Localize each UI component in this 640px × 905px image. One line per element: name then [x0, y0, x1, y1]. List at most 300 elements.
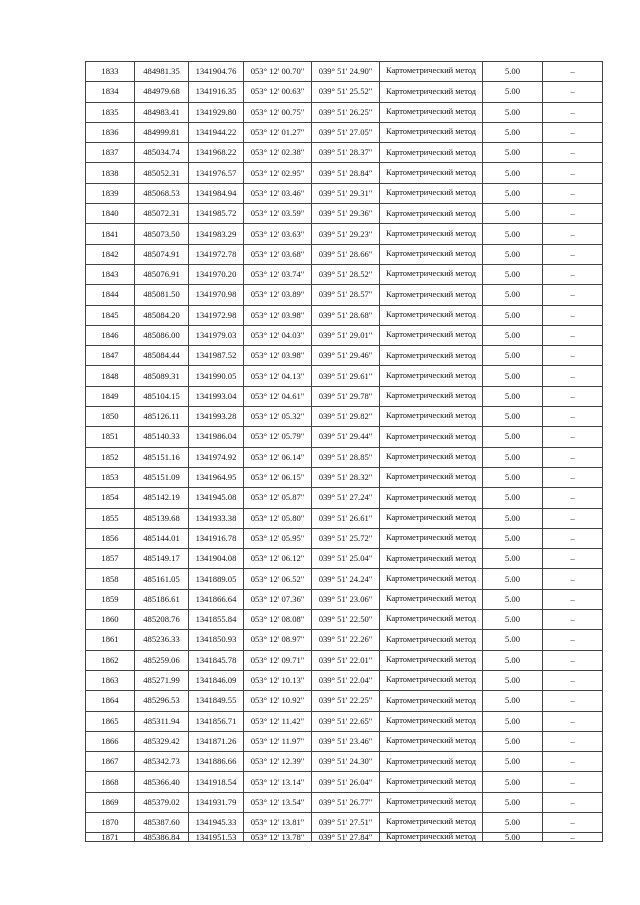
- y-coordinate-cell: 1341951.53: [189, 833, 244, 842]
- point-number-cell: 1839: [86, 183, 135, 203]
- method-cell: Картометрический метод: [380, 82, 483, 102]
- point-number-cell: 1866: [86, 731, 135, 751]
- table-row: [86, 102, 603, 122]
- method-cell: Картометрический метод: [380, 731, 483, 751]
- x-coordinate-cell: 485151.16: [135, 447, 189, 467]
- method-cell: Картометрический метод: [380, 488, 483, 508]
- table-row: [86, 62, 603, 82]
- accuracy-cell: 5.00: [483, 792, 543, 812]
- x-coordinate-cell: 485149.17: [135, 549, 189, 569]
- point-number-cell: 1844: [86, 285, 135, 305]
- x-coordinate-cell: 485089.31: [135, 366, 189, 386]
- accuracy-cell: 5.00: [483, 204, 543, 224]
- accuracy-cell: 5.00: [483, 447, 543, 467]
- method-cell: Картометрический метод: [380, 427, 483, 447]
- accuracy-cell: 5.00: [483, 102, 543, 122]
- note-cell: –: [543, 102, 603, 122]
- point-number-cell: 1862: [86, 650, 135, 670]
- longitude-cell: 039° 51' 23.46": [312, 731, 380, 751]
- longitude-cell: 039° 51' 29.78": [312, 386, 380, 406]
- table-row: [86, 264, 603, 284]
- table-row: [86, 305, 603, 325]
- point-number-cell: 1860: [86, 610, 135, 630]
- point-number-cell: 1850: [86, 407, 135, 427]
- table-row: [86, 610, 603, 630]
- latitude-cell: 053° 12' 04.03": [244, 325, 312, 345]
- accuracy-cell: 5.00: [483, 183, 543, 203]
- y-coordinate-cell: 1341871.26: [189, 731, 244, 751]
- longitude-cell: 039° 51' 22.50": [312, 610, 380, 630]
- latitude-cell: 053° 12' 03.63": [244, 224, 312, 244]
- latitude-cell: 053° 12' 11.97": [244, 731, 312, 751]
- accuracy-cell: 5.00: [483, 62, 543, 82]
- point-number-cell: 1838: [86, 163, 135, 183]
- note-cell: –: [543, 589, 603, 609]
- point-number-cell: 1864: [86, 691, 135, 711]
- table-row: [86, 508, 603, 528]
- method-cell: Картометрический метод: [380, 102, 483, 122]
- longitude-cell: 039° 51' 29.23": [312, 224, 380, 244]
- method-cell: Картометрический метод: [380, 792, 483, 812]
- point-number-cell: 1861: [86, 630, 135, 650]
- table-row: [86, 447, 603, 467]
- method-cell: Картометрический метод: [380, 833, 483, 842]
- longitude-cell: 039° 51' 23.06": [312, 589, 380, 609]
- method-cell: Картометрический метод: [380, 447, 483, 467]
- x-coordinate-cell: 485126.11: [135, 407, 189, 427]
- x-coordinate-cell: 485259.06: [135, 650, 189, 670]
- y-coordinate-cell: 1341983.29: [189, 224, 244, 244]
- latitude-cell: 053° 12' 10.92": [244, 691, 312, 711]
- accuracy-cell: 5.00: [483, 731, 543, 751]
- longitude-cell: 039° 51' 22.01": [312, 650, 380, 670]
- x-coordinate-cell: 485076.91: [135, 264, 189, 284]
- latitude-cell: 053° 12' 01.27": [244, 122, 312, 142]
- point-number-cell: 1858: [86, 569, 135, 589]
- note-cell: –: [543, 183, 603, 203]
- accuracy-cell: 5.00: [483, 264, 543, 284]
- x-coordinate-cell: 485073.50: [135, 224, 189, 244]
- latitude-cell: 053° 12' 03.68": [244, 244, 312, 264]
- y-coordinate-cell: 1341856.71: [189, 711, 244, 731]
- accuracy-cell: 5.00: [483, 224, 543, 244]
- latitude-cell: 053° 12' 04.61": [244, 386, 312, 406]
- latitude-cell: 053° 12' 08.97": [244, 630, 312, 650]
- accuracy-cell: 5.00: [483, 610, 543, 630]
- note-cell: –: [543, 650, 603, 670]
- latitude-cell: 053° 12' 05.32": [244, 407, 312, 427]
- note-cell: –: [543, 752, 603, 772]
- method-cell: Картометрический метод: [380, 143, 483, 163]
- method-cell: Картометрический метод: [380, 772, 483, 792]
- latitude-cell: 053° 12' 06.12": [244, 549, 312, 569]
- y-coordinate-cell: 1341916.35: [189, 82, 244, 102]
- note-cell: –: [543, 244, 603, 264]
- point-number-cell: 1840: [86, 204, 135, 224]
- table-row: [86, 812, 603, 832]
- x-coordinate-cell: 485072.31: [135, 204, 189, 224]
- accuracy-cell: 5.00: [483, 122, 543, 142]
- longitude-cell: 039° 51' 26.77": [312, 792, 380, 812]
- note-cell: –: [543, 711, 603, 731]
- table-row: [86, 244, 603, 264]
- latitude-cell: 053° 12' 05.79": [244, 427, 312, 447]
- method-cell: Картометрический метод: [380, 204, 483, 224]
- point-number-cell: 1835: [86, 102, 135, 122]
- x-coordinate-cell: 485296.53: [135, 691, 189, 711]
- method-cell: Картометрический метод: [380, 589, 483, 609]
- method-cell: Картометрический метод: [380, 325, 483, 345]
- x-coordinate-cell: 485140.33: [135, 427, 189, 447]
- y-coordinate-cell: 1341986.04: [189, 427, 244, 447]
- accuracy-cell: 5.00: [483, 163, 543, 183]
- method-cell: Картометрический метод: [380, 407, 483, 427]
- method-cell: Картометрический метод: [380, 122, 483, 142]
- point-number-cell: 1865: [86, 711, 135, 731]
- method-cell: Картометрический метод: [380, 244, 483, 264]
- accuracy-cell: 5.00: [483, 528, 543, 548]
- note-cell: –: [543, 772, 603, 792]
- longitude-cell: 039° 51' 27.51": [312, 812, 380, 832]
- note-cell: –: [543, 447, 603, 467]
- latitude-cell: 053° 12' 13.81": [244, 812, 312, 832]
- latitude-cell: 053° 12' 04.13": [244, 366, 312, 386]
- table-row: [86, 833, 603, 842]
- note-cell: –: [543, 285, 603, 305]
- point-number-cell: 1851: [86, 427, 135, 447]
- longitude-cell: 039° 51' 24.90": [312, 62, 380, 82]
- latitude-cell: 053° 12' 03.89": [244, 285, 312, 305]
- point-number-cell: 1863: [86, 670, 135, 690]
- point-number-cell: 1857: [86, 549, 135, 569]
- longitude-cell: 039° 51' 29.61": [312, 366, 380, 386]
- longitude-cell: 039° 51' 28.68": [312, 305, 380, 325]
- point-number-cell: 1845: [86, 305, 135, 325]
- method-cell: Картометрический метод: [380, 508, 483, 528]
- table-row: [86, 711, 603, 731]
- longitude-cell: 039° 51' 29.31": [312, 183, 380, 203]
- longitude-cell: 039° 51' 22.65": [312, 711, 380, 731]
- note-cell: –: [543, 630, 603, 650]
- table-body: [86, 62, 603, 842]
- note-cell: –: [543, 163, 603, 183]
- note-cell: –: [543, 549, 603, 569]
- table-row: [86, 183, 603, 203]
- longitude-cell: 039° 51' 28.84": [312, 163, 380, 183]
- note-cell: –: [543, 204, 603, 224]
- note-cell: –: [543, 264, 603, 284]
- accuracy-cell: 5.00: [483, 589, 543, 609]
- x-coordinate-cell: 485311.94: [135, 711, 189, 731]
- point-number-cell: 1847: [86, 346, 135, 366]
- note-cell: –: [543, 731, 603, 751]
- table-row: [86, 650, 603, 670]
- table-row: [86, 488, 603, 508]
- method-cell: Картометрический метод: [380, 305, 483, 325]
- point-number-cell: 1843: [86, 264, 135, 284]
- y-coordinate-cell: 1341866.64: [189, 589, 244, 609]
- accuracy-cell: 5.00: [483, 630, 543, 650]
- point-number-cell: 1854: [86, 488, 135, 508]
- point-number-cell: 1853: [86, 467, 135, 487]
- note-cell: –: [543, 346, 603, 366]
- x-coordinate-cell: 485151.09: [135, 467, 189, 487]
- latitude-cell: 053° 12' 07.36": [244, 589, 312, 609]
- note-cell: –: [543, 488, 603, 508]
- y-coordinate-cell: 1341968.22: [189, 143, 244, 163]
- note-cell: –: [543, 691, 603, 711]
- latitude-cell: 053° 12' 03.98": [244, 346, 312, 366]
- longitude-cell: 039° 51' 29.46": [312, 346, 380, 366]
- latitude-cell: 053° 12' 11.42": [244, 711, 312, 731]
- x-coordinate-cell: 485086.00: [135, 325, 189, 345]
- x-coordinate-cell: 485386.84: [135, 833, 189, 842]
- method-cell: Картометрический метод: [380, 224, 483, 244]
- latitude-cell: 053° 12' 13.54": [244, 792, 312, 812]
- note-cell: –: [543, 325, 603, 345]
- longitude-cell: 039° 51' 22.26": [312, 630, 380, 650]
- x-coordinate-cell: 485379.02: [135, 792, 189, 812]
- point-number-cell: 1852: [86, 447, 135, 467]
- method-cell: Картометрический метод: [380, 366, 483, 386]
- y-coordinate-cell: 1341990.05: [189, 366, 244, 386]
- accuracy-cell: 5.00: [483, 772, 543, 792]
- longitude-cell: 039° 51' 26.25": [312, 102, 380, 122]
- x-coordinate-cell: 485271.99: [135, 670, 189, 690]
- x-coordinate-cell: 485034.74: [135, 143, 189, 163]
- latitude-cell: 053° 12' 03.98": [244, 305, 312, 325]
- note-cell: –: [543, 792, 603, 812]
- method-cell: Картометрический метод: [380, 62, 483, 82]
- longitude-cell: 039° 51' 28.57": [312, 285, 380, 305]
- longitude-cell: 039° 51' 26.61": [312, 508, 380, 528]
- table-row: [86, 670, 603, 690]
- point-number-cell: 1842: [86, 244, 135, 264]
- accuracy-cell: 5.00: [483, 366, 543, 386]
- y-coordinate-cell: 1341904.08: [189, 549, 244, 569]
- x-coordinate-cell: 485329.42: [135, 731, 189, 751]
- table-row: [86, 467, 603, 487]
- x-coordinate-cell: 484983.41: [135, 102, 189, 122]
- point-number-cell: 1868: [86, 772, 135, 792]
- point-number-cell: 1849: [86, 386, 135, 406]
- table-row: [86, 325, 603, 345]
- method-cell: Картометрический метод: [380, 386, 483, 406]
- latitude-cell: 053° 12' 06.14": [244, 447, 312, 467]
- point-number-cell: 1834: [86, 82, 135, 102]
- accuracy-cell: 5.00: [483, 244, 543, 264]
- y-coordinate-cell: 1341974.92: [189, 447, 244, 467]
- note-cell: –: [543, 305, 603, 325]
- x-coordinate-cell: 485052.31: [135, 163, 189, 183]
- longitude-cell: 039° 51' 29.44": [312, 427, 380, 447]
- x-coordinate-cell: 485366.40: [135, 772, 189, 792]
- y-coordinate-cell: 1341964.95: [189, 467, 244, 487]
- y-coordinate-cell: 1341918.54: [189, 772, 244, 792]
- accuracy-cell: 5.00: [483, 833, 543, 842]
- accuracy-cell: 5.00: [483, 549, 543, 569]
- longitude-cell: 039° 51' 29.01": [312, 325, 380, 345]
- latitude-cell: 053° 12' 10.13": [244, 670, 312, 690]
- x-coordinate-cell: 485074.91: [135, 244, 189, 264]
- point-number-cell: 1836: [86, 122, 135, 142]
- note-cell: –: [543, 143, 603, 163]
- point-number-cell: 1867: [86, 752, 135, 772]
- x-coordinate-cell: 485081.50: [135, 285, 189, 305]
- accuracy-cell: 5.00: [483, 285, 543, 305]
- accuracy-cell: 5.00: [483, 508, 543, 528]
- x-coordinate-cell: 485084.20: [135, 305, 189, 325]
- table-row: [86, 82, 603, 102]
- note-cell: –: [543, 833, 603, 842]
- y-coordinate-cell: 1341889.05: [189, 569, 244, 589]
- accuracy-cell: 5.00: [483, 812, 543, 832]
- latitude-cell: 053° 12' 02.38": [244, 143, 312, 163]
- note-cell: –: [543, 122, 603, 142]
- table-row: [86, 792, 603, 812]
- table-row: [86, 427, 603, 447]
- note-cell: –: [543, 467, 603, 487]
- longitude-cell: 039° 51' 25.52": [312, 82, 380, 102]
- x-coordinate-cell: 485387.60: [135, 812, 189, 832]
- latitude-cell: 053° 12' 00.75": [244, 102, 312, 122]
- longitude-cell: 039° 51' 22.04": [312, 670, 380, 690]
- note-cell: –: [543, 407, 603, 427]
- y-coordinate-cell: 1341945.33: [189, 812, 244, 832]
- table-row: [86, 163, 603, 183]
- y-coordinate-cell: 1341970.98: [189, 285, 244, 305]
- y-coordinate-cell: 1341931.79: [189, 792, 244, 812]
- x-coordinate-cell: 485068.53: [135, 183, 189, 203]
- longitude-cell: 039° 51' 25.72": [312, 528, 380, 548]
- method-cell: Картометрический метод: [380, 812, 483, 832]
- accuracy-cell: 5.00: [483, 488, 543, 508]
- table-row: [86, 528, 603, 548]
- accuracy-cell: 5.00: [483, 467, 543, 487]
- method-cell: Картометрический метод: [380, 467, 483, 487]
- coordinates-table: [85, 61, 603, 842]
- x-coordinate-cell: 485161.05: [135, 569, 189, 589]
- point-number-cell: 1869: [86, 792, 135, 812]
- accuracy-cell: 5.00: [483, 325, 543, 345]
- point-number-cell: 1837: [86, 143, 135, 163]
- y-coordinate-cell: 1341855.84: [189, 610, 244, 630]
- point-number-cell: 1871: [86, 833, 135, 842]
- table-row: [86, 630, 603, 650]
- latitude-cell: 053° 12' 12.39": [244, 752, 312, 772]
- accuracy-cell: 5.00: [483, 346, 543, 366]
- method-cell: Картометрический метод: [380, 670, 483, 690]
- table-row: [86, 549, 603, 569]
- x-coordinate-cell: 484981.35: [135, 62, 189, 82]
- x-coordinate-cell: 485208.76: [135, 610, 189, 630]
- point-number-cell: 1856: [86, 528, 135, 548]
- y-coordinate-cell: 1341849.55: [189, 691, 244, 711]
- accuracy-cell: 5.00: [483, 569, 543, 589]
- note-cell: –: [543, 224, 603, 244]
- latitude-cell: 053° 12' 13.78": [244, 833, 312, 842]
- latitude-cell: 053° 12' 06.52": [244, 569, 312, 589]
- note-cell: –: [543, 386, 603, 406]
- method-cell: Картометрический метод: [380, 711, 483, 731]
- point-number-cell: 1848: [86, 366, 135, 386]
- latitude-cell: 053° 12' 00.70": [244, 62, 312, 82]
- method-cell: Картометрический метод: [380, 346, 483, 366]
- method-cell: Картометрический метод: [380, 569, 483, 589]
- point-number-cell: 1870: [86, 812, 135, 832]
- note-cell: –: [543, 528, 603, 548]
- table-row: [86, 122, 603, 142]
- latitude-cell: 053° 12' 05.95": [244, 528, 312, 548]
- longitude-cell: 039° 51' 28.66": [312, 244, 380, 264]
- method-cell: Картометрический метод: [380, 610, 483, 630]
- x-coordinate-cell: 484979.68: [135, 82, 189, 102]
- y-coordinate-cell: 1341972.98: [189, 305, 244, 325]
- table-row: [86, 589, 603, 609]
- x-coordinate-cell: 485142.19: [135, 488, 189, 508]
- x-coordinate-cell: 485342.73: [135, 752, 189, 772]
- accuracy-cell: 5.00: [483, 427, 543, 447]
- table-row: [86, 386, 603, 406]
- y-coordinate-cell: 1341929.80: [189, 102, 244, 122]
- longitude-cell: 039° 51' 24.30": [312, 752, 380, 772]
- x-coordinate-cell: 485104.15: [135, 386, 189, 406]
- method-cell: Картометрический метод: [380, 691, 483, 711]
- y-coordinate-cell: 1341916.78: [189, 528, 244, 548]
- point-number-cell: 1841: [86, 224, 135, 244]
- latitude-cell: 053° 12' 03.59": [244, 204, 312, 224]
- y-coordinate-cell: 1341945.08: [189, 488, 244, 508]
- latitude-cell: 053° 12' 08.08": [244, 610, 312, 630]
- note-cell: –: [543, 82, 603, 102]
- method-cell: Картометрический метод: [380, 549, 483, 569]
- note-cell: –: [543, 569, 603, 589]
- x-coordinate-cell: 485236.33: [135, 630, 189, 650]
- accuracy-cell: 5.00: [483, 143, 543, 163]
- longitude-cell: 039° 51' 29.82": [312, 407, 380, 427]
- y-coordinate-cell: 1341985.72: [189, 204, 244, 224]
- point-number-cell: 1855: [86, 508, 135, 528]
- longitude-cell: 039° 51' 27.05": [312, 122, 380, 142]
- latitude-cell: 053° 12' 05.80": [244, 508, 312, 528]
- longitude-cell: 039° 51' 25.04": [312, 549, 380, 569]
- accuracy-cell: 5.00: [483, 691, 543, 711]
- accuracy-cell: 5.00: [483, 386, 543, 406]
- accuracy-cell: 5.00: [483, 711, 543, 731]
- x-coordinate-cell: 485084.44: [135, 346, 189, 366]
- method-cell: Картометрический метод: [380, 528, 483, 548]
- y-coordinate-cell: 1341976.57: [189, 163, 244, 183]
- y-coordinate-cell: 1341979.03: [189, 325, 244, 345]
- point-number-cell: 1833: [86, 62, 135, 82]
- y-coordinate-cell: 1341970.20: [189, 264, 244, 284]
- method-cell: Картометрический метод: [380, 183, 483, 203]
- method-cell: Картометрический метод: [380, 630, 483, 650]
- accuracy-cell: 5.00: [483, 752, 543, 772]
- note-cell: –: [543, 62, 603, 82]
- y-coordinate-cell: 1341850.93: [189, 630, 244, 650]
- latitude-cell: 053° 12' 03.74": [244, 264, 312, 284]
- table-row: [86, 224, 603, 244]
- longitude-cell: 039° 51' 27.84": [312, 833, 380, 842]
- y-coordinate-cell: 1341886.66: [189, 752, 244, 772]
- accuracy-cell: 5.00: [483, 670, 543, 690]
- table-row: [86, 691, 603, 711]
- accuracy-cell: 5.00: [483, 82, 543, 102]
- latitude-cell: 053° 12' 02.95": [244, 163, 312, 183]
- y-coordinate-cell: 1341987.52: [189, 346, 244, 366]
- longitude-cell: 039° 51' 28.85": [312, 447, 380, 467]
